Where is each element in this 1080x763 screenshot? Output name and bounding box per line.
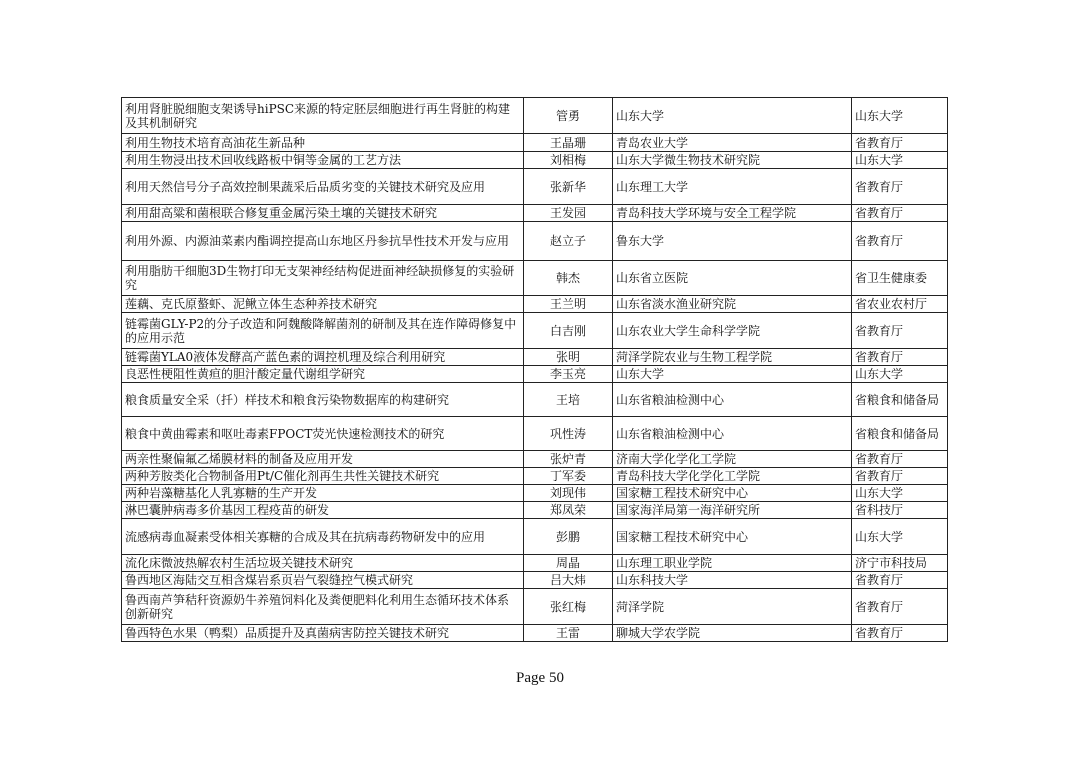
principal-investigator-cell: 王兰明: [524, 296, 613, 313]
principal-investigator-cell: 丁军委: [524, 468, 613, 485]
institution-cell: 鲁东大学: [613, 222, 852, 261]
table-row: [122, 519, 948, 555]
principal-investigator-cell: 张新华: [524, 169, 613, 205]
recommending-department-cell: 省教育厅: [852, 572, 948, 589]
recommending-department-cell: 省教育厅: [852, 625, 948, 642]
principal-investigator-cell: 张炉青: [524, 451, 613, 468]
table-row: [122, 417, 948, 451]
project-title-cell: 鲁西地区海陆交互相含煤岩系页岩气裂缝控气模式研究: [122, 572, 524, 589]
project-title-cell: 利用肾脏脱细胞支架诱导hiPSC来源的特定胚层细胞进行再生肾脏的构建及其机制研究: [122, 98, 524, 134]
principal-investigator-cell: 彭鹏: [524, 519, 613, 555]
principal-investigator-cell: 张明: [524, 349, 613, 366]
principal-investigator-cell: 白吉刚: [524, 313, 613, 349]
recommending-department-cell: 山东大学: [852, 519, 948, 555]
table-row: [122, 169, 948, 205]
institution-cell: 山东省立医院: [613, 261, 852, 296]
principal-investigator-cell: 巩性涛: [524, 417, 613, 451]
recommending-department-cell: 山东大学: [852, 366, 948, 383]
recommending-department-cell: 省科技厅: [852, 502, 948, 519]
table-row: [122, 313, 948, 349]
institution-cell: 聊城大学农学院: [613, 625, 852, 642]
table-row: [122, 555, 948, 572]
project-title-cell: 两种岩藻糖基化人乳寡糖的生产开发: [122, 485, 524, 502]
recommending-department-cell: 山东大学: [852, 485, 948, 502]
table-row: [122, 383, 948, 417]
recommending-department-cell: 省教育厅: [852, 468, 948, 485]
project-title-cell: 利用生物浸出技术回收线路板中铜等金属的工艺方法: [122, 152, 524, 169]
institution-cell: 菏泽学院: [613, 589, 852, 625]
recommending-department-cell: 省教育厅: [852, 349, 948, 366]
institution-cell: 济南大学化学化工学院: [613, 451, 852, 468]
principal-investigator-cell: 管勇: [524, 98, 613, 134]
project-title-cell: 流化床微波热解农村生活垃圾关键技术研究: [122, 555, 524, 572]
recommending-department-cell: 济宁市科技局: [852, 555, 948, 572]
principal-investigator-cell: 赵立子: [524, 222, 613, 261]
principal-investigator-cell: 韩杰: [524, 261, 613, 296]
project-title-cell: 莲藕、克氏原螯虾、泥鳅立体生态种养技术研究: [122, 296, 524, 313]
table-row: [122, 625, 948, 642]
recommending-department-cell: 省教育厅: [852, 205, 948, 222]
project-title-cell: 利用天然信号分子高效控制果蔬采后品质劣变的关键技术研究及应用: [122, 169, 524, 205]
table-row: [122, 451, 948, 468]
project-title-cell: 利用脂肪干细胞3D生物打印无支架神经结构促进面神经缺损修复的实验研究: [122, 261, 524, 296]
recommending-department-cell: 省教育厅: [852, 222, 948, 261]
recommending-department-cell: 省教育厅: [852, 313, 948, 349]
project-title-cell: 两亲性聚偏氟乙烯膜材料的制备及应用开发: [122, 451, 524, 468]
table-row: [122, 98, 948, 134]
project-table: [121, 97, 948, 642]
institution-cell: 山东省粮油检测中心: [613, 383, 852, 417]
table-row: [122, 589, 948, 625]
project-title-cell: 两种芳胺类化合物制备用Pt/C催化剂再生共性关键技术研究: [122, 468, 524, 485]
project-table-container: [121, 97, 947, 642]
table-row: [122, 205, 948, 222]
project-title-cell: 链霉菌GLY-P2的分子改造和阿魏酸降解菌剂的研制及其在连作障碍修复中的应用示范: [122, 313, 524, 349]
project-table-body: [122, 98, 948, 642]
recommending-department-cell: 省教育厅: [852, 589, 948, 625]
project-title-cell: 粮食中黄曲霉素和呕吐毒素FPOCT荧光快速检测技术的研究: [122, 417, 524, 451]
recommending-department-cell: 山东大学: [852, 98, 948, 134]
project-title-cell: 粮食质量安全采（扦）样技术和粮食污染物数据库的构建研究: [122, 383, 524, 417]
principal-investigator-cell: 王发园: [524, 205, 613, 222]
principal-investigator-cell: 王晶珊: [524, 134, 613, 152]
project-title-cell: 淋巴囊肿病毒多价基因工程疫苗的研发: [122, 502, 524, 519]
table-row: [122, 152, 948, 169]
institution-cell: 山东省粮油检测中心: [613, 417, 852, 451]
project-title-cell: 链霉菌YLA0液体发酵高产蓝色素的调控机理及综合利用研究: [122, 349, 524, 366]
table-row: [122, 572, 948, 589]
table-row: [122, 222, 948, 261]
principal-investigator-cell: 刘现伟: [524, 485, 613, 502]
institution-cell: 山东大学: [613, 366, 852, 383]
table-row: [122, 366, 948, 383]
project-title-cell: 鲁西南芦笋秸秆资源奶牛养殖饲料化及粪便肥料化利用生态循环技术体系创新研究: [122, 589, 524, 625]
institution-cell: 国家糖工程技术研究中心: [613, 519, 852, 555]
table-row: [122, 502, 948, 519]
institution-cell: 山东大学: [613, 98, 852, 134]
institution-cell: 山东农业大学生命科学学院: [613, 313, 852, 349]
principal-investigator-cell: 周晶: [524, 555, 613, 572]
recommending-department-cell: 省农业农村厅: [852, 296, 948, 313]
recommending-department-cell: 省教育厅: [852, 169, 948, 205]
table-row: [122, 296, 948, 313]
institution-cell: 青岛科技大学化学化工学院: [613, 468, 852, 485]
institution-cell: 山东省淡水渔业研究院: [613, 296, 852, 313]
project-title-cell: 鲁西特色水果（鸭梨）品质提升及真菌病害防控关键技术研究: [122, 625, 524, 642]
page-number: Page 50: [516, 670, 564, 686]
recommending-department-cell: 省粮食和储备局: [852, 383, 948, 417]
recommending-department-cell: 省教育厅: [852, 451, 948, 468]
table-row: [122, 468, 948, 485]
institution-cell: 山东大学微生物技术研究院: [613, 152, 852, 169]
recommending-department-cell: 省卫生健康委: [852, 261, 948, 296]
institution-cell: 山东科技大学: [613, 572, 852, 589]
table-row: [122, 349, 948, 366]
recommending-department-cell: 省粮食和储备局: [852, 417, 948, 451]
institution-cell: 国家糖工程技术研究中心: [613, 485, 852, 502]
project-title-cell: 利用外源、内源油菜素内酯调控提高山东地区丹参抗旱性技术开发与应用: [122, 222, 524, 261]
project-title-cell: 流感病毒血凝素受体相关寡糖的合成及其在抗病毒药物研发中的应用: [122, 519, 524, 555]
institution-cell: 山东理工职业学院: [613, 555, 852, 572]
project-title-cell: 利用甜高粱和菌根联合修复重金属污染土壤的关键技术研究: [122, 205, 524, 222]
principal-investigator-cell: 刘相梅: [524, 152, 613, 169]
recommending-department-cell: 山东大学: [852, 152, 948, 169]
institution-cell: 菏泽学院农业与生物工程学院: [613, 349, 852, 366]
table-row: [122, 485, 948, 502]
institution-cell: 山东理工大学: [613, 169, 852, 205]
institution-cell: 青岛科技大学环境与安全工程学院: [613, 205, 852, 222]
institution-cell: 青岛农业大学: [613, 134, 852, 152]
project-title-cell: 利用生物技术培育高油花生新品种: [122, 134, 524, 152]
principal-investigator-cell: 张红梅: [524, 589, 613, 625]
institution-cell: 国家海洋局第一海洋研究所: [613, 502, 852, 519]
principal-investigator-cell: 郑凤荣: [524, 502, 613, 519]
table-row: [122, 134, 948, 152]
principal-investigator-cell: 李玉亮: [524, 366, 613, 383]
table-row: [122, 261, 948, 296]
principal-investigator-cell: 王雷: [524, 625, 613, 642]
recommending-department-cell: 省教育厅: [852, 134, 948, 152]
project-title-cell: 良恶性梗阻性黄疸的胆汁酸定量代谢组学研究: [122, 366, 524, 383]
principal-investigator-cell: 吕大炜: [524, 572, 613, 589]
principal-investigator-cell: 王培: [524, 383, 613, 417]
